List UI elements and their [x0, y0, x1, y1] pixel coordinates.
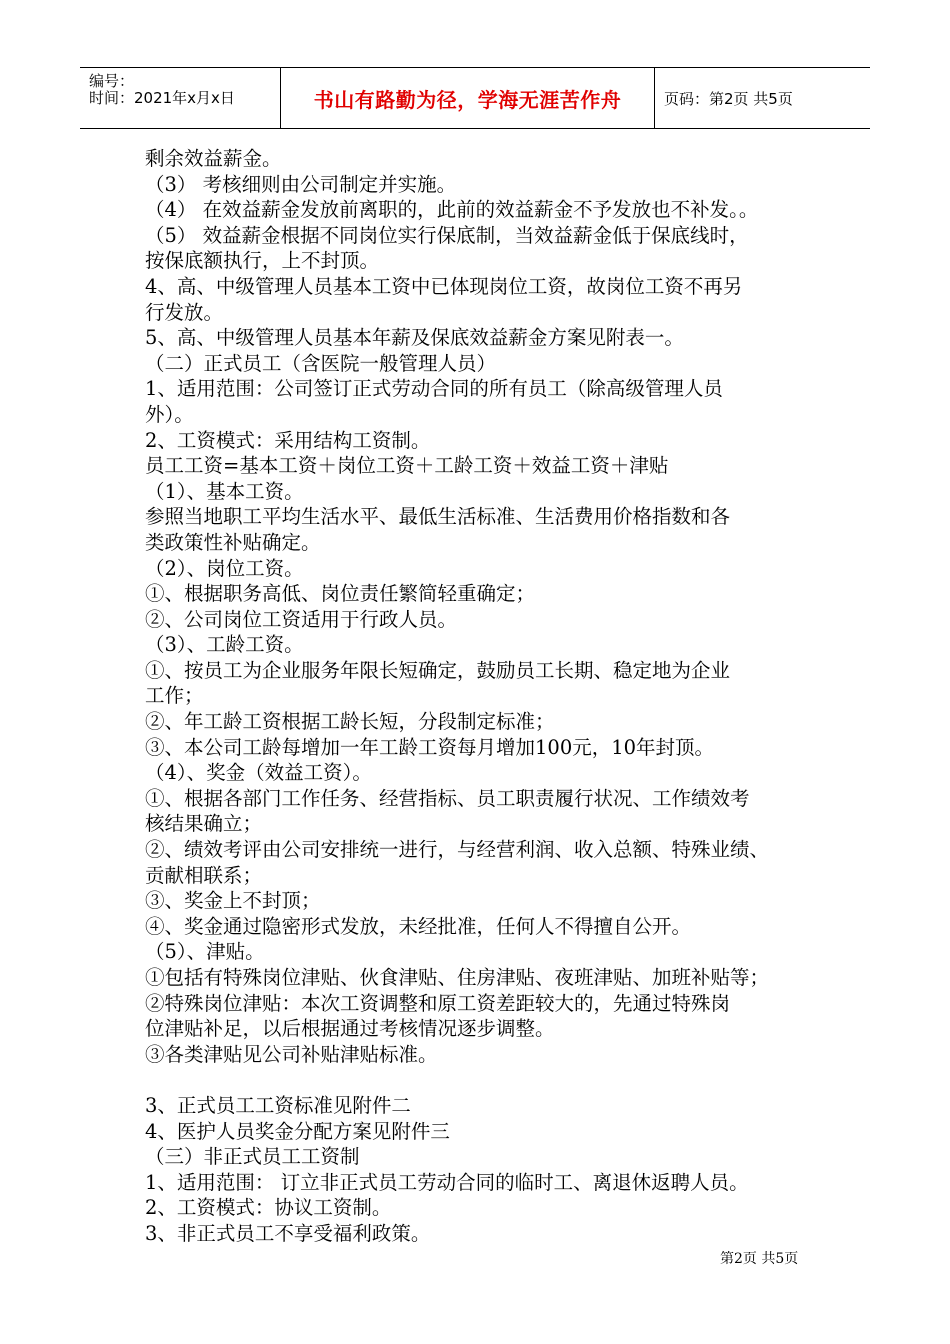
body-text-line: 行发放。: [145, 300, 224, 324]
body-text-line: 3、正式员工工资标准见附件二: [145, 1093, 411, 1117]
body-text-line: 类政策性补贴确定。: [145, 530, 321, 554]
body-text-line: 4、高、中级管理人员基本工资中已体现岗位工资，故岗位工资不再另: [145, 274, 743, 298]
body-text-line: [145, 1067, 825, 1093]
body-text-line: ③、本公司工龄每增加一年工龄工资每月增加100元，10年封顶。: [145, 735, 715, 759]
body-text-line: ④、奖金通过隐密形式发放，未经批准，任何人不得擅自公开。: [145, 914, 692, 938]
body-text-line: 5、高、中级管理人员基本年薪及保底效益薪金方案见附表一。: [145, 326, 684, 350]
body-text-line: 剩余效益薪金。: [145, 147, 282, 170]
header-info-cell: [80, 68, 281, 128]
body-text-line: ①、按员工为企业服务年限长短确定，鼓励员工长期、稳定地为企业: [145, 658, 731, 682]
body-text-line: （三）非正式员工工资制: [145, 1145, 360, 1169]
body-text-line: 2、工资模式：采用结构工资制。: [145, 428, 431, 452]
body-text-line: （5）、津贴。: [145, 940, 265, 964]
body-text-line: 员工工资=基本工资＋岗位工资＋工龄工资＋效益工资＋津贴: [145, 454, 669, 478]
footer-page-number: 第2页 共5页: [720, 1251, 799, 1267]
body-text-line: 3、非正式员工不享受福利政策。: [145, 1221, 431, 1245]
body-text-line: ①包括有特殊岗位津贴、伙食津贴、住房津贴、夜班津贴、加班补贴等；: [145, 966, 770, 989]
body-text-line: （3） 考核细则由公司制定并实施。: [145, 172, 457, 196]
body-text-line: （1）、基本工资。: [145, 479, 304, 503]
document-time-label: 时间：2021年x月x日: [89, 89, 235, 107]
body-text-line: 外）。: [145, 402, 194, 426]
body-text-line: 参照当地职工平均生活水平、最低生活标准、生活费用价格指数和各: [145, 505, 731, 529]
body-text-line: 1、适用范围： 订立非正式员工劳动合同的临时工、离退休返聘人员。: [145, 1170, 749, 1194]
body-text-line: ③、奖金上不封顶；: [145, 889, 321, 913]
body-text-line: （4） 在效益薪金发放前离职的，此前的效益薪金不予发放也不补发。。: [145, 198, 759, 222]
header-page-number: 页码：第2页 共5页: [664, 89, 793, 108]
header-motto-cell: [281, 68, 655, 128]
body-text-line: ②、公司岗位工资适用于行政人员。: [145, 607, 458, 631]
body-text-line: 贡献相联系；: [145, 863, 263, 887]
body-text-line: 核结果确立；: [145, 812, 263, 836]
body-text-line: 位津贴补足，以后根据通过考核情况逐步调整。: [145, 1017, 555, 1041]
document-number-label: 编号：: [89, 72, 135, 90]
body-text-line: （5） 效益薪金根据不同岗位实行保底制，当效益薪金低于保底线时，: [145, 223, 749, 247]
page-header: [80, 67, 870, 129]
body-text-line: （2）、岗位工资。: [145, 556, 304, 580]
body-text-line: ①、根据职务高低、岗位责任繁简轻重确定；: [145, 582, 536, 606]
body-text-line: ③各类津贴见公司补贴津贴标准。: [145, 1042, 438, 1066]
body-text-line: 按保底额执行，上不封顶。: [145, 249, 380, 273]
header-motto: 书山有路勤为径，学海无涯苦作舟: [313, 87, 622, 112]
body-text-line: ②特殊岗位津贴：本次工资调整和原工资差距较大的，先通过特殊岗: [145, 991, 731, 1015]
body-text-line: 4、医护人员奖金分配方案见附件三: [145, 1119, 450, 1143]
body-text-line: ①、根据各部门工作任务、经营指标、员工职责履行状况、工作绩效考: [145, 786, 750, 810]
body-text-line: （二）正式员工（含医院一般管理人员）: [145, 351, 497, 375]
body-text-line: ②、绩效考评由公司安排统一进行，与经营利润、收入总额、特殊业绩、: [145, 838, 770, 862]
body-text-line: 1、适用范围：公司签订正式劳动合同的所有员工（除高级管理人员: [145, 377, 723, 401]
body-text-line: ②、年工龄工资根据工龄长短，分段制定标准；: [145, 710, 555, 734]
body-text-line: 2、工资模式：协议工资制。: [145, 1196, 392, 1220]
body-text-line: （3）、工龄工资。: [145, 633, 304, 657]
body-text-line: （4）、奖金（效益工资）。: [145, 761, 372, 785]
document-body: [145, 146, 825, 1247]
body-text-line: 工作；: [145, 684, 204, 708]
header-page-cell: [655, 68, 870, 128]
